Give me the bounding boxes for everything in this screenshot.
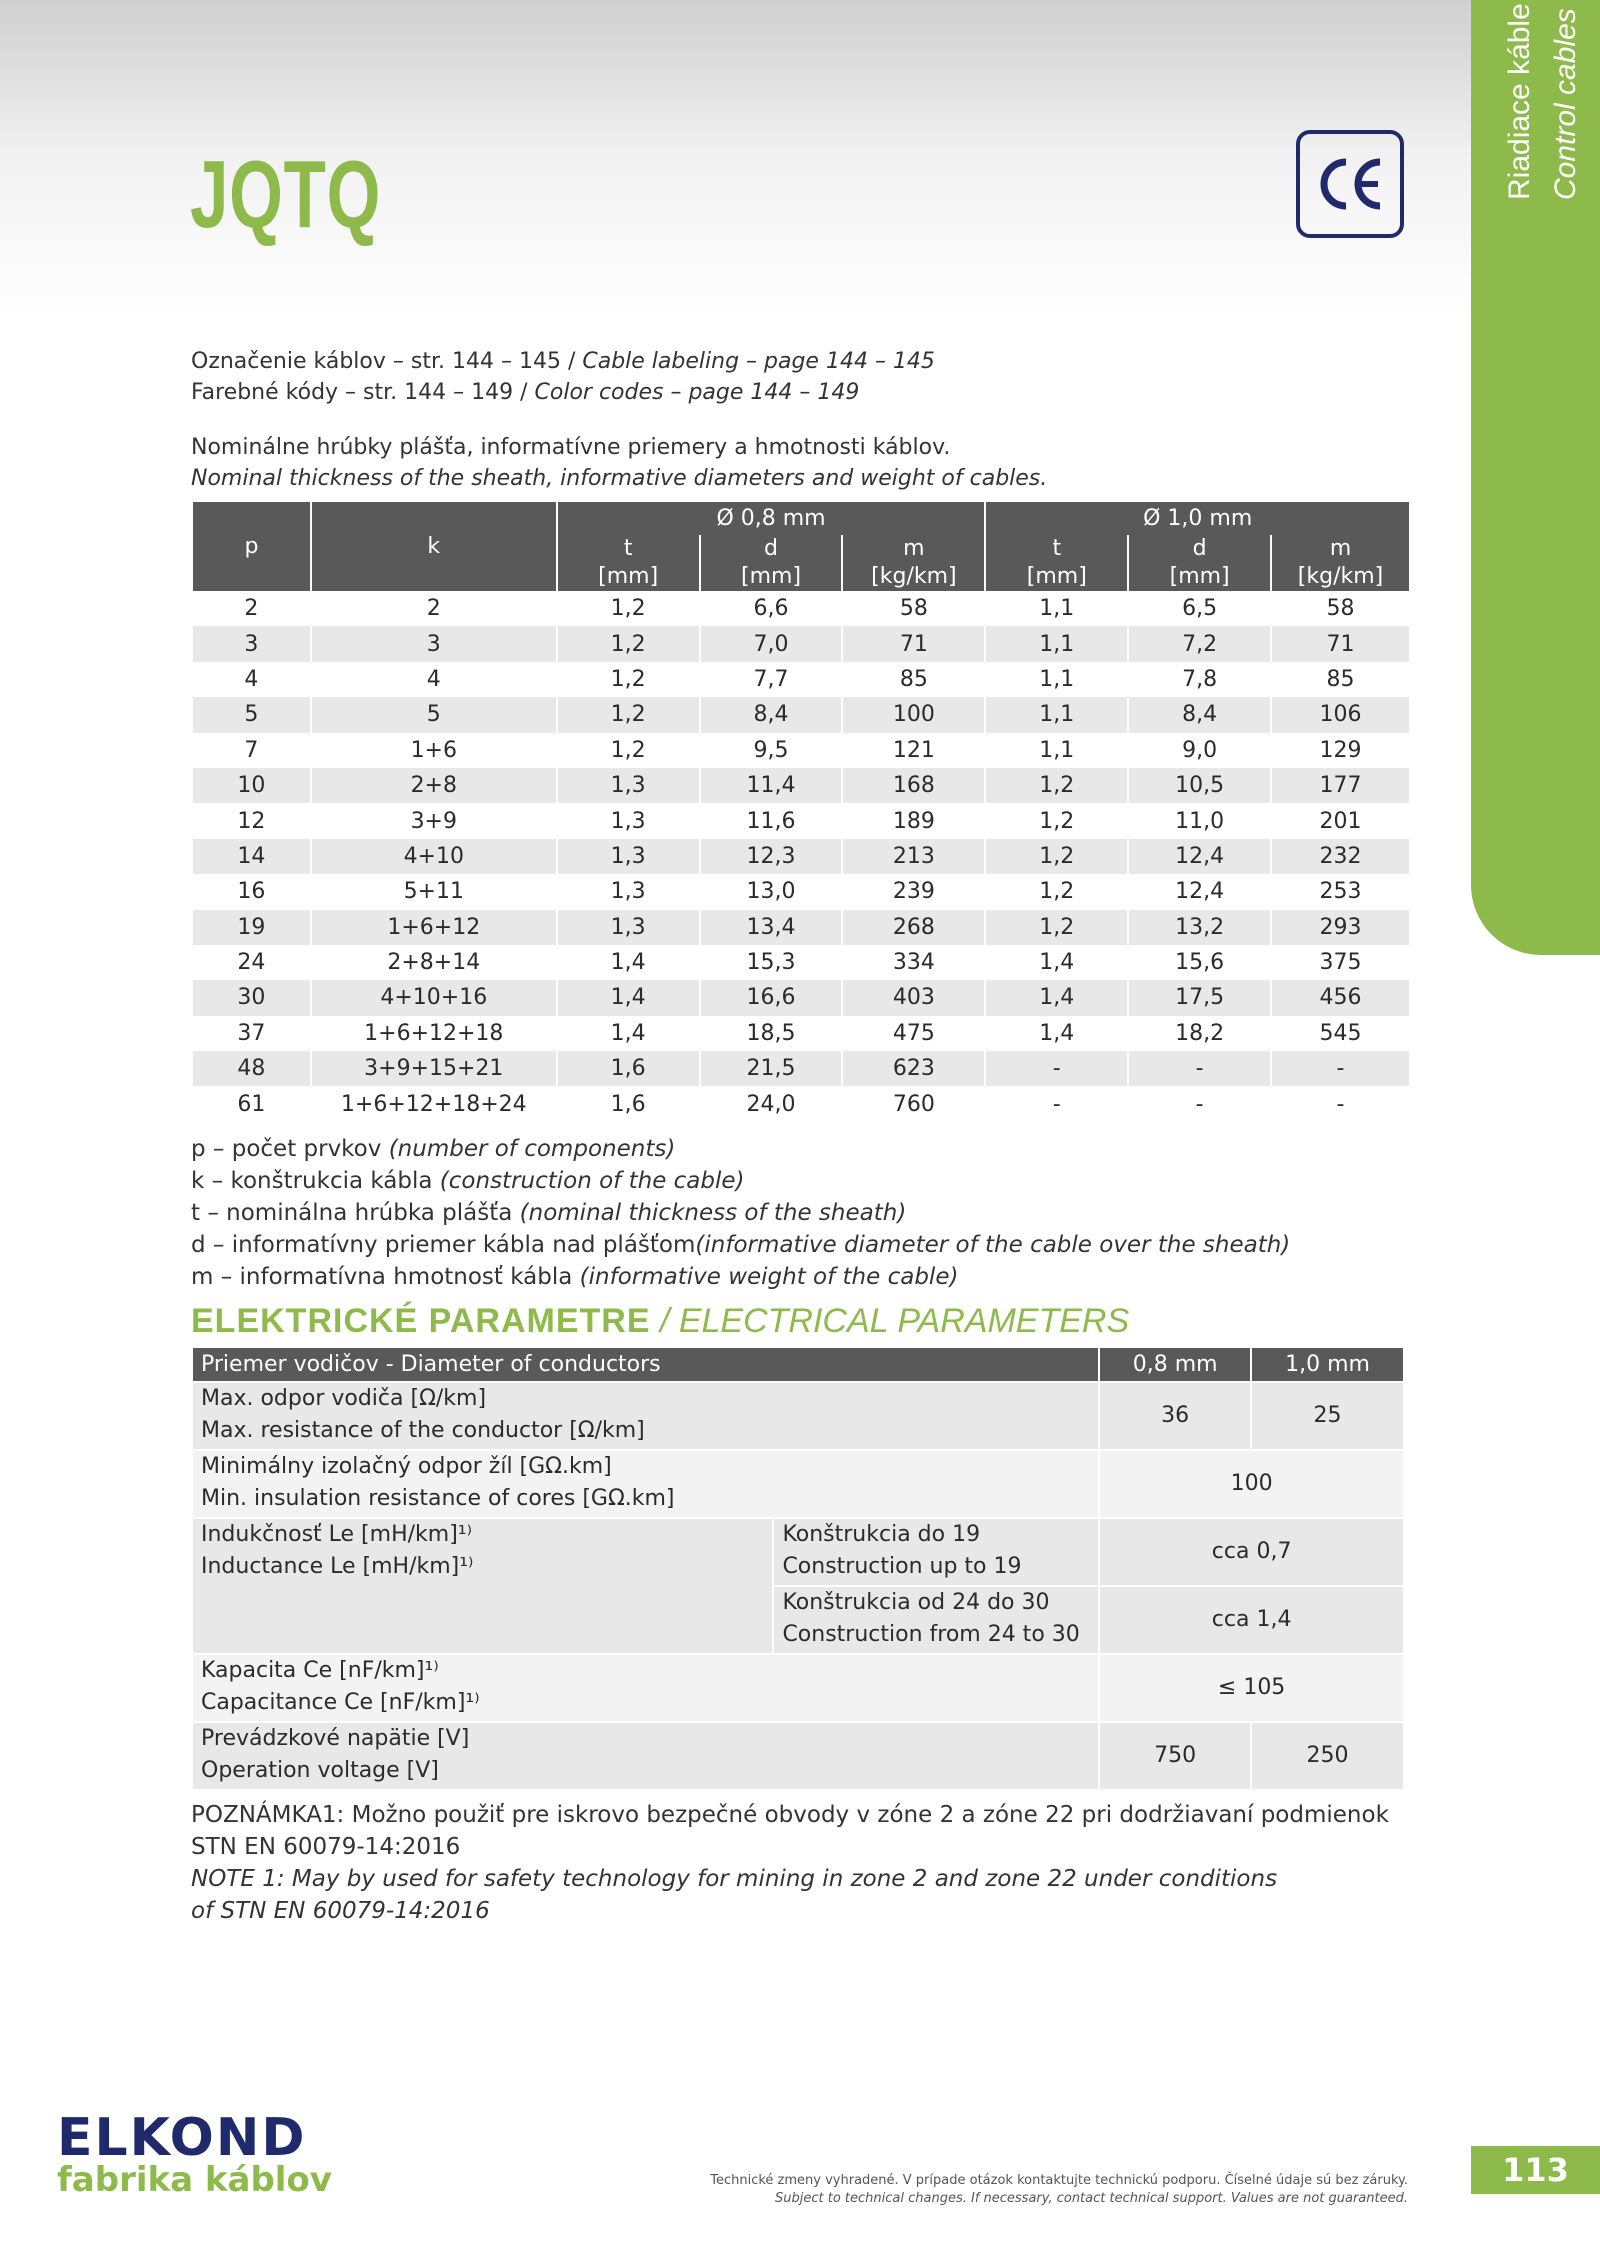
category-en xyxy=(1543,120,1589,200)
table-cell: 58 xyxy=(1271,591,1410,626)
table-cell: 13,2 xyxy=(1128,910,1271,945)
table-cell: 121 xyxy=(842,733,985,768)
table-cell: 15,3 xyxy=(700,945,843,980)
electrical-heading xyxy=(191,1302,1129,1341)
table-cell: 1,4 xyxy=(557,1016,700,1051)
note-en-line2: of STN EN 60079-14:2016 xyxy=(191,1898,490,1924)
table-cell: 30 xyxy=(193,980,311,1015)
table-cell: 7 xyxy=(193,733,311,768)
legend-d: d – informatívny priemer kábla nad plášťom xyxy=(191,1232,696,1258)
table-cell: 24,0 xyxy=(700,1086,843,1121)
table-row xyxy=(193,839,1410,874)
table-cell: 253 xyxy=(1271,874,1410,909)
table-cell: - xyxy=(1128,1051,1271,1086)
table-cell: 24 xyxy=(193,945,311,980)
table-cell: 1,2 xyxy=(985,839,1128,874)
table-cell: 760 xyxy=(842,1086,985,1121)
legend-t: t – nominálna hrúbka plášťa xyxy=(191,1200,520,1226)
capacitance-label: Kapacita Ce [nF/km]¹⁾ Capacitance Ce [nF/km]¹⁾ xyxy=(193,1654,1099,1722)
capacitance-value: ≤ 105 xyxy=(1099,1654,1404,1722)
table-cell: 1+6 xyxy=(311,733,557,768)
table-cell: 545 xyxy=(1271,1016,1410,1051)
col-t-header: t [mm] xyxy=(985,535,1128,591)
intro-sk: Nominálne hrúbky plášťa, informatívne priemery a hmotnosti káblov. xyxy=(191,435,951,460)
table-cell: 16,6 xyxy=(700,980,843,1015)
table-cell: 1+6+12+18+24 xyxy=(311,1086,557,1121)
table-cell: 12,4 xyxy=(1128,874,1271,909)
table-cell: 4 xyxy=(311,662,557,697)
table-row xyxy=(193,874,1410,909)
table-cell: 4 xyxy=(193,662,311,697)
table-cell: 12,4 xyxy=(1128,839,1271,874)
legend-m-en: (informative weight of the cable) xyxy=(579,1264,959,1290)
insulation-label: Minimálny izolačný odpor žíl [GΩ.km] Min. insulation resistance of cores [GΩ.km] xyxy=(193,1450,1099,1518)
group-08-header: Ø 0,8 mm xyxy=(557,502,986,535)
table-cell: 13,0 xyxy=(700,874,843,909)
table-cell: 1,2 xyxy=(557,626,700,661)
col-d-header: d [mm] xyxy=(1128,535,1271,591)
table-cell: 5+11 xyxy=(311,874,557,909)
inductance-case-a: Konštrukcia do 19 Construction up to 19 xyxy=(773,1518,1099,1586)
category-sk xyxy=(1497,120,1543,200)
table-cell: 1+6+12 xyxy=(311,910,557,945)
table-cell: 1,4 xyxy=(557,980,700,1015)
table-cell: 177 xyxy=(1271,768,1410,803)
table-cell: 19 xyxy=(193,910,311,945)
table-cell: 18,5 xyxy=(700,1016,843,1051)
col-m-header: m [kg/km] xyxy=(1271,535,1410,591)
table-row xyxy=(193,1086,1410,1121)
voltage-10: 250 xyxy=(1251,1722,1404,1790)
table-cell: 13,4 xyxy=(700,910,843,945)
table-cell: 1,4 xyxy=(985,1016,1128,1051)
table-cell: 2+8 xyxy=(311,768,557,803)
table-cell: 8,4 xyxy=(700,697,843,732)
table-cell: 4+10+16 xyxy=(311,980,557,1015)
table-cell: 1,6 xyxy=(557,1051,700,1086)
table-cell: 14 xyxy=(193,839,311,874)
table-cell: 232 xyxy=(1271,839,1410,874)
note-block xyxy=(191,1799,1389,1927)
voltage-08: 750 xyxy=(1099,1722,1251,1790)
table-row xyxy=(193,591,1410,626)
table-row xyxy=(193,910,1410,945)
table-cell: 85 xyxy=(1271,662,1410,697)
table-cell: 1,4 xyxy=(985,980,1128,1015)
table-cell: 1,2 xyxy=(985,803,1128,838)
disclaimer-sk: Technické zmeny vyhradené. V prípade otázok kontaktujte technickú podporu. Číselné údaje sú bez záruky. xyxy=(710,2173,1408,2188)
table-legend xyxy=(191,1133,1290,1293)
table-cell: 71 xyxy=(842,626,985,661)
labeling-ref-en: Cable labeling – page 144 – 145 xyxy=(582,349,935,374)
table-cell: 11,0 xyxy=(1128,803,1271,838)
legend-k: k – konštrukcia kábla xyxy=(191,1168,440,1194)
table-cell: 129 xyxy=(1271,733,1410,768)
table-cell: 375 xyxy=(1271,945,1410,980)
table-cell: 12 xyxy=(193,803,311,838)
company-logo: ELKOND xyxy=(57,2108,307,2168)
table-cell: 3+9 xyxy=(311,803,557,838)
table-cell: 623 xyxy=(842,1051,985,1086)
table-cell: 1,1 xyxy=(985,662,1128,697)
insulation-value: 100 xyxy=(1099,1450,1404,1518)
table-cell: 1,1 xyxy=(985,733,1128,768)
table-cell: 106 xyxy=(1271,697,1410,732)
page-number: 113 xyxy=(1471,2146,1600,2194)
disclaimer-en: Subject to technical changes. If necessary, contact technical support. Values are not guaranteed. xyxy=(775,2191,1408,2206)
table-cell: - xyxy=(1128,1086,1271,1121)
table-cell: 7,7 xyxy=(700,662,843,697)
reference-lines xyxy=(191,346,935,408)
table-cell: 1,4 xyxy=(557,945,700,980)
table-cell: - xyxy=(1271,1086,1410,1121)
table-cell: 21,5 xyxy=(700,1051,843,1086)
table-cell: 18,2 xyxy=(1128,1016,1271,1051)
table-cell: 9,5 xyxy=(700,733,843,768)
table-cell: 456 xyxy=(1271,980,1410,1015)
table-cell: 2+8+14 xyxy=(311,945,557,980)
note-sk-line1: POZNÁMKA1: Možno použiť pre iskrovo bezpečné obvody v zóne 2 a zóne 22 pri dodržiavaní podmienok xyxy=(191,1802,1389,1828)
table-cell: 168 xyxy=(842,768,985,803)
table-cell: 3 xyxy=(311,626,557,661)
resistance-label: Max. odpor vodiča [Ω/km] Max. resistance of the conductor [Ω/km] xyxy=(193,1382,1099,1450)
table-cell: 1,2 xyxy=(557,733,700,768)
table-row xyxy=(193,697,1410,732)
legend-d-en: (informative diameter of the cable over the sheath) xyxy=(695,1232,1291,1258)
table-cell: 7,8 xyxy=(1128,662,1271,697)
table-cell: 3 xyxy=(193,626,311,661)
table-cell: 1,3 xyxy=(557,803,700,838)
table-cell: 2 xyxy=(311,591,557,626)
table-cell: 475 xyxy=(842,1016,985,1051)
product-title: JQTQ xyxy=(190,141,382,248)
category-tab-label xyxy=(1497,120,1517,200)
table-cell: 61 xyxy=(193,1086,311,1121)
table-cell: 12,3 xyxy=(700,839,843,874)
table-cell: 1,1 xyxy=(985,697,1128,732)
table-cell: - xyxy=(1271,1051,1410,1086)
legend-t-en: (nominal thickness of the sheath) xyxy=(519,1200,907,1226)
col-t-header: t [mm] xyxy=(557,535,700,591)
col-m-header: m [kg/km] xyxy=(842,535,985,591)
table-cell: 5 xyxy=(311,697,557,732)
table-cell: 5 xyxy=(193,697,311,732)
ce-mark-icon xyxy=(1296,130,1404,238)
table-row xyxy=(193,733,1410,768)
table-cell: 1,2 xyxy=(985,874,1128,909)
table-cell: 6,6 xyxy=(700,591,843,626)
col-d-header: d [mm] xyxy=(700,535,843,591)
table-cell: - xyxy=(985,1086,1128,1121)
table-row xyxy=(193,768,1410,803)
table-cell: 100 xyxy=(842,697,985,732)
electrical-table xyxy=(193,1348,1405,1791)
table-cell: 6,5 xyxy=(1128,591,1271,626)
diameter-10-header: 1,0 mm xyxy=(1251,1348,1404,1382)
table-cell: 201 xyxy=(1271,803,1410,838)
table-cell: 71 xyxy=(1271,626,1410,661)
table-cell: 7,2 xyxy=(1128,626,1271,661)
legend-p-en: (number of components) xyxy=(388,1136,676,1162)
table-cell: 1,4 xyxy=(985,945,1128,980)
electrical-heading-sk: ELEKTRICKÉ PARAMETRE xyxy=(191,1302,651,1340)
table-cell: 189 xyxy=(842,803,985,838)
disclaimer xyxy=(710,2172,1408,2208)
table-row xyxy=(193,626,1410,661)
inductance-value-a: cca 0,7 xyxy=(1099,1518,1404,1586)
intro-en: Nominal thickness of the sheath, informative diameters and weight of cables. xyxy=(191,466,1048,491)
legend-p: p – počet prvkov xyxy=(191,1136,389,1162)
table-cell: 85 xyxy=(842,662,985,697)
table-cell: 58 xyxy=(842,591,985,626)
table-cell: 1,2 xyxy=(557,662,700,697)
legend-k-en: (construction of the cable) xyxy=(439,1168,745,1194)
table-cell: 403 xyxy=(842,980,985,1015)
labeling-ref-sk: Označenie káblov – str. 144 – 145 / xyxy=(191,349,583,374)
diameter-header: Priemer vodičov - Diameter of conductors xyxy=(193,1348,1099,1382)
note-sk-line2: STN EN 60079-14:2016 xyxy=(191,1834,461,1860)
table-cell: 1,3 xyxy=(557,839,700,874)
table-cell: 7,0 xyxy=(700,626,843,661)
table-cell: 4+10 xyxy=(311,839,557,874)
table-cell: 1,3 xyxy=(557,768,700,803)
table-cell: 1,2 xyxy=(985,768,1128,803)
table-cell: 1,2 xyxy=(557,697,700,732)
table-cell: 8,4 xyxy=(1128,697,1271,732)
col-p-header: p xyxy=(193,502,311,591)
dimensions-table xyxy=(193,502,1411,1122)
table-cell: 1,1 xyxy=(985,591,1128,626)
table-cell: 1,3 xyxy=(557,910,700,945)
inductance-value-b: cca 1,4 xyxy=(1099,1586,1404,1654)
resistance-08: 36 xyxy=(1099,1382,1251,1450)
table-cell: 48 xyxy=(193,1051,311,1086)
table-cell: 334 xyxy=(842,945,985,980)
electrical-heading-en: / ELECTRICAL PARAMETERS xyxy=(650,1302,1130,1340)
company-logo-subtitle: fabrika káblov xyxy=(57,2160,332,2200)
col-k-header: k xyxy=(311,502,557,591)
table-cell: - xyxy=(985,1051,1128,1086)
table-cell: 10 xyxy=(193,768,311,803)
inductance-case-b: Konštrukcia od 24 do 30 Construction from 24 to 30 xyxy=(773,1586,1099,1654)
table-cell: 11,4 xyxy=(700,768,843,803)
resistance-10: 25 xyxy=(1251,1382,1404,1450)
table-row xyxy=(193,803,1410,838)
table-cell: 1+6+12+18 xyxy=(311,1016,557,1051)
table-row xyxy=(193,1016,1410,1051)
table-cell: 17,5 xyxy=(1128,980,1271,1015)
table-cell: 15,6 xyxy=(1128,945,1271,980)
group-10-header: Ø 1,0 mm xyxy=(985,502,1410,535)
table-cell: 10,5 xyxy=(1128,768,1271,803)
table-cell: 1,3 xyxy=(557,874,700,909)
table-cell: 293 xyxy=(1271,910,1410,945)
table-cell: 268 xyxy=(842,910,985,945)
colors-ref-sk: Farebné kódy – str. 144 – 149 / xyxy=(191,380,535,405)
table-cell: 1,1 xyxy=(985,626,1128,661)
table-cell: 11,6 xyxy=(700,803,843,838)
table-cell: 9,0 xyxy=(1128,733,1271,768)
legend-m: m – informatívna hmotnosť kábla xyxy=(191,1264,580,1290)
diameter-08-header: 0,8 mm xyxy=(1099,1348,1251,1382)
table-row xyxy=(193,980,1410,1015)
table-cell: 16 xyxy=(193,874,311,909)
note-en-line1: NOTE 1: May by used for safety technology for mining in zone 2 and zone 22 under conditions xyxy=(191,1866,1278,1892)
inductance-label: Indukčnosť Le [mH/km]¹⁾ Inductance Le [mH/km]¹⁾ xyxy=(193,1518,773,1654)
colors-ref-en: Color codes – page 144 – 149 xyxy=(534,380,860,405)
table-row xyxy=(193,945,1410,980)
table-cell: 213 xyxy=(842,839,985,874)
table-intro xyxy=(191,432,1047,494)
table-row xyxy=(193,1051,1410,1086)
table-cell: 239 xyxy=(842,874,985,909)
table-cell: 3+9+15+21 xyxy=(311,1051,557,1086)
table-cell: 1,2 xyxy=(985,910,1128,945)
table-row xyxy=(193,662,1410,697)
table-cell: 2 xyxy=(193,591,311,626)
table-cell: 1,6 xyxy=(557,1086,700,1121)
table-cell: 1,2 xyxy=(557,591,700,626)
table-cell: 37 xyxy=(193,1016,311,1051)
voltage-label: Prevádzkové napätie [V] Operation voltage [V] xyxy=(193,1722,1099,1790)
